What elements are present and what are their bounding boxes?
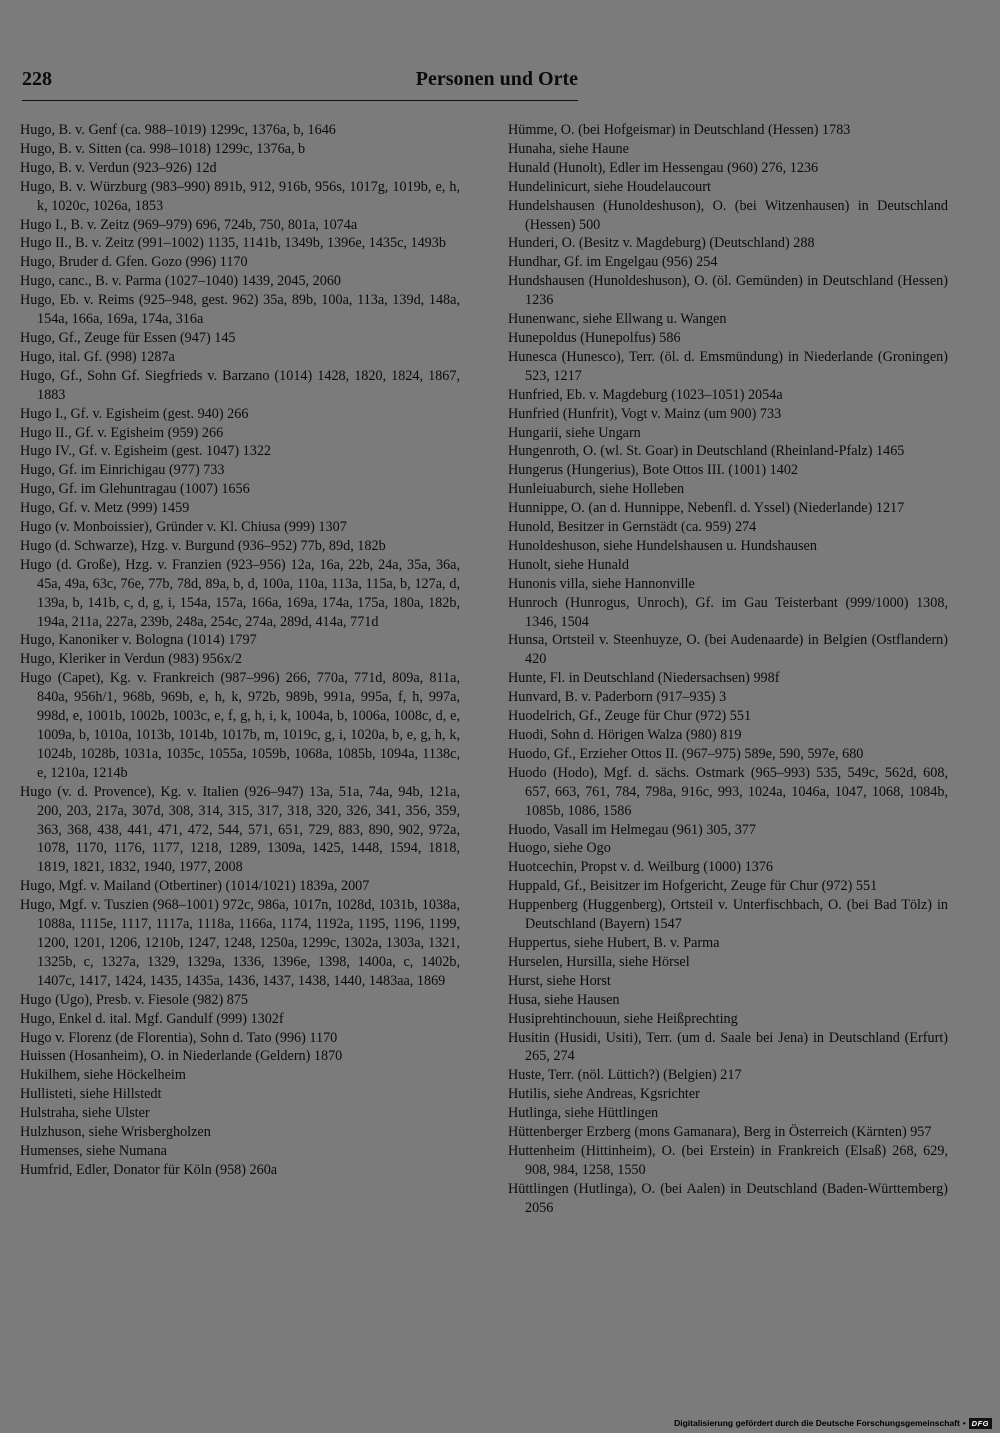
index-column-right — [508, 121, 948, 1218]
index-entry: Hugo v. Florenz (de Florentia), Sohn d. Tato (996) 1170 — [20, 1029, 338, 1046]
index-entry: Hunonis villa, siehe Hannonville — [508, 575, 695, 592]
index-entry: Hugo, Kleriker in Verdun (983) 956x/2 — [20, 651, 242, 668]
index-entry: Hugo (d. Schwarze), Hzg. v. Burgund (936–952) 77b, 89d, 182b — [20, 537, 386, 554]
index-entry: Hundhar, Gf. im Engelgau (956) 254 — [508, 254, 718, 271]
index-entry: Huppertus, siehe Hubert, B. v. Parma — [508, 934, 720, 951]
index-entry: Hurst, siehe Horst — [508, 972, 611, 989]
index-entry: Hunoldeshuson, siehe Hundelshausen u. Hundshausen — [508, 537, 817, 554]
index-entry: Humfrid, Edler, Donator für Köln (958) 260a — [20, 1161, 278, 1178]
index-entry: Hugo I., Gf. v. Egisheim (gest. 940) 266 — [20, 405, 249, 422]
index-entry: Hugo (v. Monboissier), Gründer v. Kl. Chiusa (999) 1307 — [20, 519, 347, 536]
index-entry: Hugo I., B. v. Zeitz (969–979) 696, 724b, 750, 801a, 1074a — [20, 216, 358, 233]
dfg-logo-icon: DFG — [969, 1418, 992, 1429]
page-header — [22, 68, 578, 94]
index-entry: Hunepoldus (Hunepolfus) 586 — [508, 329, 681, 346]
index-entry: Hunald (Hunolt), Edler im Hessengau (960) 276, 1236 — [508, 159, 819, 176]
index-entry: Hugo, Gf. im Glehuntragau (1007) 1656 — [20, 481, 250, 498]
index-entry: Hunold, Besitzer in Gernstädt (ca. 959) 274 — [508, 519, 757, 536]
index-entry: Hugo II., B. v. Zeitz (991–1002) 1135, 1141b, 1349b, 1396e, 1435c, 1493b — [20, 235, 446, 252]
index-column-left — [20, 121, 460, 1180]
index-entry: Huodi, Sohn d. Hörigen Walza (980) 819 — [508, 727, 742, 743]
index-entry: Hugo, B. v. Verdun (923–926) 12d — [20, 159, 217, 176]
index-entry: Hugo (d. Große), Hzg. v. Franzien (923–956) 12a, 16a, 22b, 24a, 35a, 36a, 45a, 49a, 63c, 76e, 77b, 78d, 89a, b, d, 100a, 110a, 113a, 115a, b, 127a, d, 139a, b, 141b, c, d, g, i, 154a, 157a, 166a, 169a, 174a, 175a, 180a, 182b, 194a, 211a, 227a, 239b, 248a, 254c, 274a, 289d, 414a, 771d — [20, 556, 460, 630]
footer-separator: • — [962, 1418, 966, 1428]
index-entry: Husiprehtinchouun, siehe Heißprechting — [508, 1010, 738, 1027]
index-entry: Husitin (Husidi, Usiti), Terr. (um d. Saale bei Jena) in Deutschland (Erfurt) 265, 274 — [508, 1029, 948, 1065]
index-entry: Hugo, Mgf. v. Mailand (Otbertiner) (1014/1021) 1839a, 2007 — [20, 878, 370, 895]
index-entry: Husa, siehe Hausen — [508, 991, 620, 1008]
index-entry: Hunsa, Ortsteil v. Steenhuyze, O. (bei Audenaarde) in Belgien (Ostflandern) 420 — [508, 632, 948, 668]
index-entry: Huodelrich, Gf., Zeuge für Chur (972) 551 — [508, 708, 752, 725]
index-entry: Hugo, Kanoniker v. Bologna (1014) 1797 — [20, 632, 257, 649]
footer-text: Digitalisierung gefördert durch die Deutsche Forschungsgemeinschaft — [674, 1418, 960, 1428]
index-entry: Hunfried, Eb. v. Magdeburg (1023–1051) 2054a — [508, 386, 783, 403]
index-entry: Hunenwanc, siehe Ellwang u. Wangen — [508, 311, 727, 328]
footer-credit — [674, 1417, 992, 1429]
index-entry: Hullisteti, siehe Hillstedt — [20, 1086, 162, 1103]
index-entry: Hugo, Mgf. v. Tuszien (968–1001) 972c, 986a, 1017n, 1028d, 1031b, 1038a, 1088a, 1115e, 1117, 1117a, 1118a, 1166a, 1174, 1192a, 1195, 1196, 1199, 1200, 1201, 1206, 1210b, 1247, 1248, 1250a, 1299c, 1302a, 1303a, 1321, 1325b, c, 1327a, 1329, 1329a, 1336, 1396e, 1398, 1400a, c, 1402b, 1407c, 1417, 1424, 1435, 1435a, 1436, 1437, 1438, 1440, 1483aa, 1869 — [20, 897, 460, 989]
index-entry: Hunderi, O. (Besitz v. Magdeburg) (Deutschland) 288 — [508, 235, 815, 252]
index-entry: Hundelinicurt, siehe Houdelaucourt — [508, 178, 711, 195]
index-entry: Hugo, Gf., Zeuge für Essen (947) 145 — [20, 329, 236, 346]
index-entry: Hüttenberger Erzberg (mons Gamanara), Berg in Österreich (Kärnten) 957 — [508, 1124, 932, 1141]
index-entry: Hulstraha, siehe Ulster — [20, 1105, 150, 1122]
index-entry: Hunvard, B. v. Paderborn (917–935) 3 — [508, 689, 727, 706]
index-entry: Hugo, B. v. Genf (ca. 988–1019) 1299c, 1376a, b, 1646 — [20, 122, 336, 138]
index-entry: Hugo, B. v. Sitten (ca. 998–1018) 1299c, 1376a, b — [20, 140, 306, 157]
index-entry: Hümme, O. (bei Hofgeismar) in Deutschland (Hessen) 1783 — [508, 122, 851, 138]
index-entry: Hugo, Bruder d. Gfen. Gozo (996) 1170 — [20, 254, 248, 271]
index-entry: Hugo IV., Gf. v. Egisheim (gest. 1047) 1322 — [20, 443, 272, 460]
index-entry: Hunleiuaburch, siehe Holleben — [508, 481, 685, 498]
index-entry: Hungenroth, O. (wl. St. Goar) in Deutschland (Rheinland-Pfalz) 1465 — [508, 443, 905, 460]
index-entry: Hugo, Gf., Sohn Gf. Siegfrieds v. Barzano (1014) 1428, 1820, 1824, 1867, 1883 — [20, 367, 460, 403]
index-entry: Hurselen, Hursilla, siehe Hörsel — [508, 953, 690, 970]
index-entry: Huodo, Gf., Erzieher Ottos II. (967–975) 589e, 590, 597e, 680 — [508, 745, 864, 762]
index-entry: Hungerus (Hungerius), Bote Ottos III. (1001) 1402 — [508, 462, 799, 479]
index-entry: Huppald, Gf., Beisitzer im Hofgericht, Zeuge für Chur (972) 551 — [508, 878, 878, 895]
index-entry: Hukilhem, siehe Höckelheim — [20, 1067, 186, 1084]
index-entry: Hungarii, siehe Ungarn — [508, 424, 641, 441]
index-entry: Huissen (Hosanheim), O. in Niederlande (Geldern) 1870 — [20, 1048, 343, 1065]
index-entry: Hunnippe, O. (an d. Hunnippe, Nebenfl. d. Yssel) (Niederlande) 1217 — [508, 500, 905, 517]
index-entry: Huogo, siehe Ogo — [508, 840, 611, 857]
index-entry: Hunolt, siehe Hunald — [508, 556, 629, 573]
index-entry: Hunte, Fl. in Deutschland (Niedersachsen) 998f — [508, 670, 780, 687]
index-entry: Hugo, B. v. Würzburg (983–990) 891b, 912, 916b, 956s, 1017g, 1019b, e, h, k, 1020c, 1026a, 1853 — [20, 178, 460, 214]
index-entry: Hugo, Gf. im Einrichigau (977) 733 — [20, 462, 225, 479]
index-entry: Huste, Terr. (nöl. Lüttich?) (Belgien) 217 — [508, 1067, 742, 1084]
index-entry: Huppenberg (Huggenberg), Ortsteil v. Unterfischbach, O. (bei Bad Tölz) in Deutschland (Bayern) 1547 — [508, 897, 948, 933]
index-entry: Hundshausen (Hunoldeshuson), O. (öl. Gemünden) in Deutschland (Hessen) 1236 — [508, 273, 948, 309]
index-entry: Hugo (Ugo), Presb. v. Fiesole (982) 875 — [20, 991, 249, 1008]
index-entry: Hugo, canc., B. v. Parma (1027–1040) 1439, 2045, 2060 — [20, 273, 342, 290]
index-entry: Hunaha, siehe Haune — [508, 140, 629, 157]
index-entry: Huodo (Hodo), Mgf. d. sächs. Ostmark (965–993) 535, 549c, 562d, 608, 657, 663, 761, 784, 798a, 916c, 993, 1024a, 1046a, 1047, 1068, 1084b, 1085b, 1086, 1586 — [508, 764, 948, 819]
index-entry: Hugo, ital. Gf. (998) 1287a — [20, 348, 175, 365]
running-title: Personen und Orte — [415, 68, 578, 90]
index-entry: Hunesca (Hunesco), Terr. (öl. d. Emsmündung) in Niederlande (Groningen) 523, 1217 — [508, 348, 948, 384]
index-entry: Hugo, Eb. v. Reims (925–948, gest. 962) 35a, 89b, 100a, 113a, 139d, 148a, 154a, 166a, 169a, 174a, 316a — [20, 292, 460, 328]
index-entry: Humenses, siehe Numana — [20, 1142, 167, 1159]
index-entry: Huotcechin, Propst v. d. Weilburg (1000) 1376 — [508, 859, 773, 876]
index-entry: Hutlinga, siehe Hüttlingen — [508, 1105, 659, 1122]
index-entry: Hunfried (Hunfrit), Vogt v. Mainz (um 900) 733 — [508, 405, 782, 422]
index-entry: Huttenheim (Hittinheim), O. (bei Erstein) in Frankreich (Elsaß) 268, 629, 908, 984, 1258, 1550 — [508, 1142, 948, 1178]
index-entry: Hüttlingen (Hutlinga), O. (bei Aalen) in Deutschland (Baden-Württemberg) 2056 — [508, 1180, 948, 1216]
index-entry: Hugo, Gf. v. Metz (999) 1459 — [20, 500, 190, 517]
header-rule — [22, 100, 578, 101]
index-entry: Huodo, Vasall im Helmegau (961) 305, 377 — [508, 821, 756, 838]
index-entry: Hunroch (Hunrogus, Unroch), Gf. im Gau Teisterbant (999/1000) 1308, 1346, 1504 — [508, 594, 948, 630]
page-number: 228 — [22, 68, 52, 90]
index-entry: Hugo II., Gf. v. Egisheim (959) 266 — [20, 424, 224, 441]
index-entry: Hugo (Capet), Kg. v. Frankreich (987–996) 266, 770a, 771d, 809a, 811a, 840a, 956h/1, 968b, 969b, e, h, k, 972b, 989b, 991a, 995a, f, h, 997a, 998d, e, 1001b, 1002b, 1003c, e, f, g, h, i, k, 1004a, b, 1006a, 1008c, d, e, 1009a, b, 1010a, 1013b, 1014b, 1017b, m, 1019c, g, i, 1020a, b, e, g, h, k, 1024b, 1028b, 1031a, 1035c, 1055a, 1059b, 1068a, 1085b, 1094a, 1138c, e, 1210a, 1214b — [20, 670, 460, 781]
index-entry: Hugo (v. d. Provence), Kg. v. Italien (926–947) 13a, 51a, 74a, 94b, 121a, 200, 203, 217a, 307d, 308, 314, 315, 317, 318, 320, 326, 341, 356, 359, 363, 368, 438, 441, 471, 472, 544, 571, 651, 729, 883, 890, 902, 972a, 1078, 1170, 1176, 1177, 1218, 1289, 1309a, 1425, 1448, 1594, 1818, 1819, 1821, 1832, 1940, 1977, 2008 — [20, 783, 460, 876]
index-entry: Hutilis, siehe Andreas, Kgsrichter — [508, 1086, 700, 1103]
index-entry: Hundelshausen (Hunoldeshuson), O. (bei Witzenhausen) in Deutschland (Hessen) 500 — [508, 197, 948, 233]
index-entry: Hugo, Enkel d. ital. Mgf. Gandulf (999) 1302f — [20, 1010, 284, 1027]
index-entry: Hulzhuson, siehe Wrisbergholzen — [20, 1124, 211, 1141]
